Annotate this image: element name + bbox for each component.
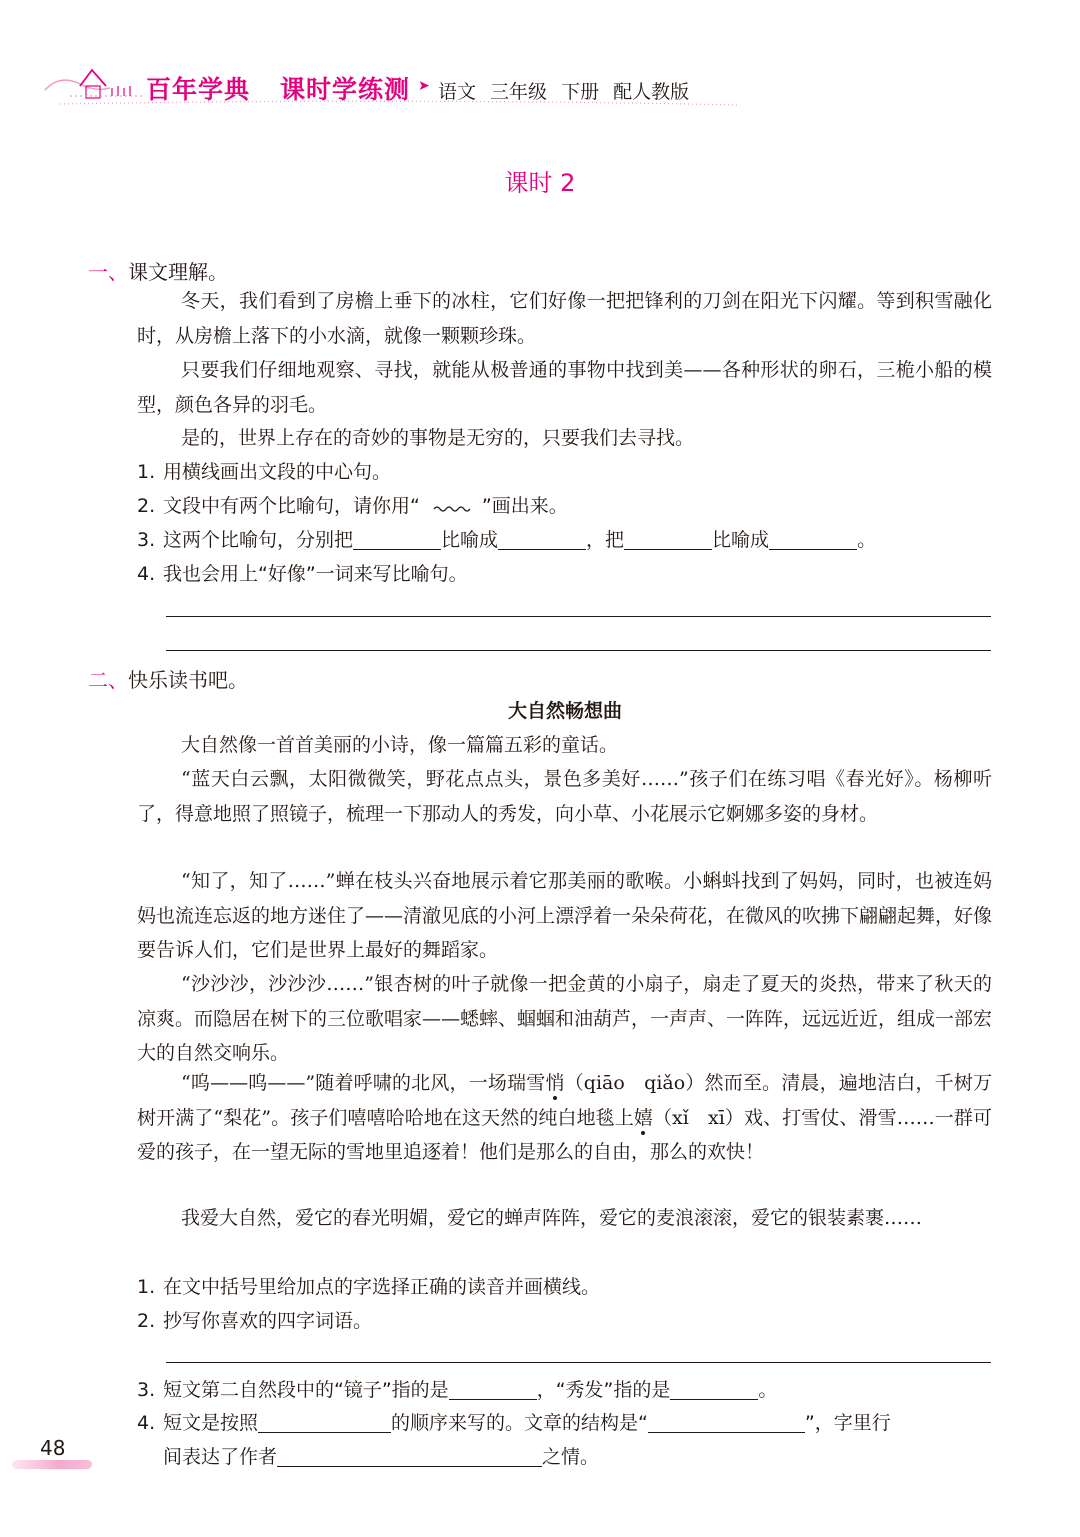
question-text: 我也会用上“好像”一词来写比喻句。: [163, 563, 468, 585]
story-paragraph: “蓝天白云飘，太阳微微笑，野花点点头，景色多美好……”孩子们在练习唱《春光好》。杨柳听了，得意地照了照镜子，梳理一下那动人的秀发，向小草、小花展示它婀娜多姿的身材。: [137, 768, 992, 825]
answer-blank[interactable]: [498, 527, 586, 550]
passage-paragraph: 是的，世界上存在的奇妙的事物是无穷的，只要我们去寻找。: [181, 427, 695, 449]
question-text: 。: [857, 529, 877, 551]
header-series: 课时学练测: [280, 75, 411, 104]
answer-blank[interactable]: [353, 527, 441, 550]
question-item: [137, 1304, 997, 1338]
passage-paragraph: 冬天，我们看到了房檐上垂下的冰柱，它们好像一把把锋利的刀剑在阳光下闪耀。等到积雪融化时，从房檐上落下的小水滴，就像一颗颗珍珠。: [137, 290, 992, 347]
question-number: 2.: [137, 1310, 156, 1332]
question-text: 文段中有两个比喻句，请你用“: [163, 495, 420, 517]
answer-blank[interactable]: [670, 1377, 758, 1400]
story-paragraph: [137, 1066, 992, 1170]
answer-line[interactable]: [166, 616, 991, 617]
header-brand: 百年学典: [146, 75, 251, 104]
question-item: [137, 1270, 997, 1304]
question-text: 比喻成: [712, 529, 770, 551]
dotted-character: 嬉: [633, 1106, 653, 1129]
section-title: 课文理解。: [128, 260, 228, 284]
question-number: 4.: [137, 1412, 156, 1434]
question-number: 1.: [137, 461, 156, 483]
question-item-continued: [137, 1440, 997, 1474]
section-title: 快乐读书吧。: [128, 668, 248, 692]
question-number: 2.: [137, 495, 156, 517]
question-text: 抄写你喜欢的四字词语。: [163, 1310, 373, 1332]
dotted-character: 悄: [545, 1072, 565, 1094]
question-item: [137, 557, 997, 591]
story-paragraph: 我爱大自然，爱它的春光明媚，爱它的蝉声阵阵，爱它的麦浪滚滚，爱它的银装素裹……: [181, 1207, 923, 1229]
header-subtitle: 语文 三年级 下册 配人教版: [438, 81, 690, 103]
section-heading: [88, 664, 248, 693]
lesson-title: 课时 2: [504, 169, 576, 197]
question-item: [137, 1373, 997, 1407]
question-item: [137, 1406, 997, 1440]
answer-blank[interactable]: [769, 527, 857, 550]
section-heading: [88, 256, 228, 285]
question-text: 在文中括号里给加点的字选择正确的读音并画横线。: [163, 1276, 601, 1298]
story-title: 大自然畅想曲: [507, 700, 622, 722]
header-underline: [60, 100, 740, 108]
answer-blank[interactable]: [648, 1410, 805, 1433]
section-number: 一、: [88, 260, 128, 284]
question-number: 3.: [137, 529, 156, 551]
story-paragraph: “沙沙沙，沙沙沙……”银杏树的叶子就像一把金黄的小扇子，扇走了夏天的炎热，带来了秋天的凉爽。而隐居在树下的三位歌唱家——蟋蟀、蝈蝈和油葫芦，一声声、一阵阵，远远近近，组成一部宏大的自然交响乐。: [137, 973, 993, 1064]
question-text: 用横线画出文段的中心句。: [163, 461, 392, 483]
answer-blank[interactable]: [449, 1377, 537, 1400]
header-arrow-icon: ➤: [418, 78, 430, 94]
story-paragraph: 大自然像一首首美丽的小诗，像一篇篇五彩的童话。: [181, 734, 619, 756]
question-number: 3.: [137, 1379, 156, 1401]
answer-blank[interactable]: [624, 527, 712, 550]
question-item: [137, 455, 997, 489]
question-text: 比喻成: [441, 529, 499, 551]
passage-paragraph: 只要我们仔细地观察、寻找，就能从极普通的事物中找到美——各种形状的卵石，三桅小船的模型，颜色各异的羽毛。: [137, 359, 992, 416]
question-number: 4.: [137, 563, 156, 585]
question-text: ，把: [586, 529, 625, 551]
question-text: 间表达了作者: [163, 1446, 278, 1468]
question-text: ”，字里行: [804, 1412, 891, 1434]
question-text: ，“秀发”指的是: [536, 1379, 671, 1401]
story-paragraph: “知了，知了……”蝉在枝头兴奋地展示着它那美丽的歌喉。小蝌蚪找到了妈妈，同时，也被连妈妈也流连忘返的地方迷住了——清澈见底的小河上漂浮着一朵朵荷花，在微风的吹拂下翩翩起舞，好像要告诉人们，它们是世界上最好的舞蹈家。: [137, 870, 993, 961]
section-number: 二、: [88, 668, 128, 692]
answer-line[interactable]: [166, 1362, 991, 1363]
question-text: ”画出来。: [481, 495, 568, 517]
question-text: 这两个比喻句，分别把: [163, 529, 354, 551]
question-item: [137, 489, 997, 523]
page-number-bar: [12, 1460, 92, 1469]
wavy-line-icon: [420, 500, 482, 514]
question-text: 之情。: [542, 1446, 600, 1468]
question-text: 短文是按照: [163, 1412, 259, 1434]
question-text: 的顺序来写的。文章的结构是“: [391, 1412, 648, 1434]
question-text: 。: [758, 1379, 778, 1401]
answer-line[interactable]: [166, 650, 991, 651]
answer-blank[interactable]: [258, 1410, 391, 1433]
question-item: [137, 523, 997, 557]
story-text: “呜——呜——”随着呼啸的北风，一场瑞雪: [181, 1072, 546, 1094]
story-text: （xǐ xī）戏、打雪仗、滑雪……一群可爱的孩子，在一望无际的雪地里追逐着！他们是那么的自由，那么的欢快！: [137, 1106, 992, 1163]
question-text: 短文第二自然段中的“镜子”指的是: [163, 1379, 449, 1401]
page-number: 48: [40, 1436, 66, 1460]
story-text: （qiāo qiǎo）然而至。清晨，遍地洁白，千树万树开满了“梨花”。孩子们嘻嘻哈哈地在这天然的纯白地毯上: [137, 1072, 992, 1129]
question-number: 1.: [137, 1276, 156, 1298]
answer-blank[interactable]: [277, 1444, 542, 1467]
